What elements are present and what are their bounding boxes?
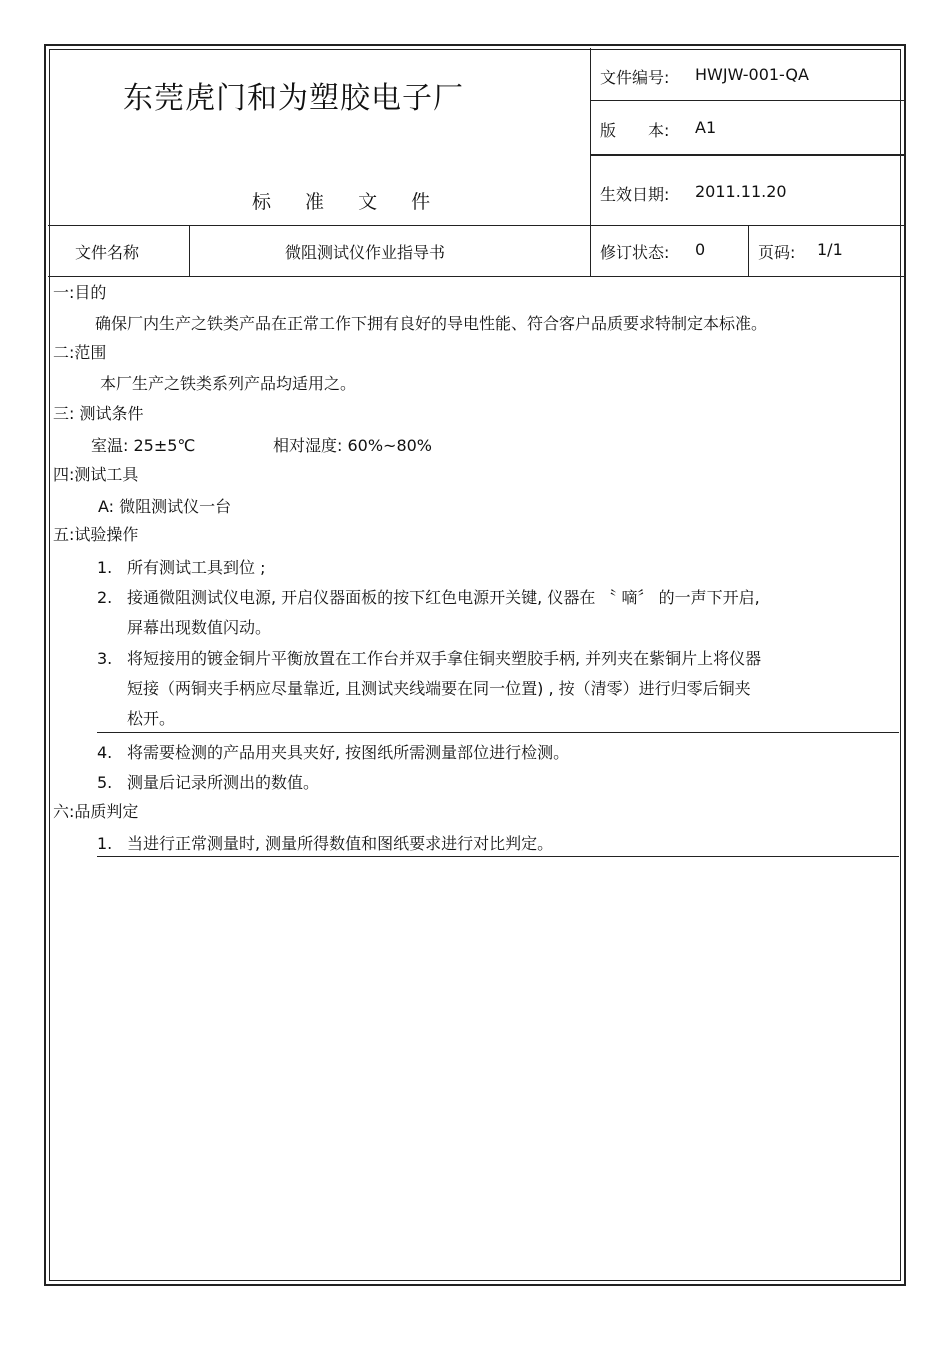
section-tools-title: 四:测试工具 — [53, 465, 139, 484]
section-quality-title: 六:品质判定 — [53, 802, 139, 821]
operation-step-line: 接通微阻测试仪电源, 开启仪器面板的按下红色电源开关键, 仪器在 〝 嘀〞 的一声下开启, — [127, 588, 760, 607]
doc-number-label: 文件编号: — [600, 68, 670, 87]
operation-step-line: 短接（两铜夹手柄应尽量靠近, 且测试夹线端要在同一位置) , 按（清零）进行归零后铜夹 — [127, 679, 751, 698]
operation-step-number: 2. — [97, 588, 113, 607]
section-purpose-body: 确保厂内生产之铁类产品在正常工作下拥有良好的导电性能、符合客户品质要求特制定本标准。 — [95, 314, 768, 333]
operation-step-number: 1. — [97, 558, 113, 577]
step-3-underline — [97, 732, 899, 733]
quality-item-number: 1. — [97, 834, 113, 853]
file-name-label: 文件名称 — [75, 243, 140, 262]
quality-item-line: 当进行正常测量时, 测量所得数值和图纸要求进行对比判定。 — [127, 834, 554, 853]
page-label: 页码: — [758, 243, 796, 262]
effective-date-label: 生效日期: — [600, 185, 670, 204]
relative-humidity: 相对湿度: 60%~80% — [273, 436, 433, 455]
header-line-4 — [48, 276, 904, 277]
operation-step-number: 5. — [97, 773, 113, 792]
page-divider-vertical — [748, 225, 749, 276]
operation-step-line: 将需要检测的产品用夹具夹好, 按图纸所需测量部位进行检测。 — [127, 743, 570, 762]
operation-step-line: 屏幕出现数值闪动。 — [127, 618, 272, 637]
revision-label: 修订状态: — [600, 243, 670, 262]
operation-step-line: 将短接用的镀金铜片平衡放置在工作台并双手拿住铜夹塑胶手柄, 并列夹在紫铜片上将仪器 — [127, 649, 762, 668]
document-type: 标 准 文 件 — [252, 191, 445, 213]
version-label: 版 本: — [600, 121, 670, 140]
section-purpose-title: 一:目的 — [53, 283, 107, 302]
section-scope-body: 本厂生产之铁类系列产品均适用之。 — [100, 374, 357, 393]
section-conditions-title: 三: 测试条件 — [53, 404, 144, 423]
section-operation-title: 五:试验操作 — [53, 525, 139, 544]
header-line-3 — [48, 225, 904, 226]
version-value: A1 — [695, 118, 717, 137]
company-name: 东莞虎门和为塑胶电子厂 — [123, 81, 464, 116]
effective-date-value: 2011.11.20 — [695, 182, 787, 201]
operation-step-number: 3. — [97, 649, 113, 668]
room-temperature: 室温: 25±5℃ — [91, 436, 196, 455]
operation-step-line: 测量后记录所测出的数值。 — [127, 773, 320, 792]
page-value: 1/1 — [817, 240, 843, 259]
section-scope-title: 二:范围 — [53, 343, 107, 362]
header-line-2 — [590, 154, 904, 156]
tools-item: A: 微阻测试仪一台 — [98, 497, 232, 516]
operation-step-line: 所有测试工具到位 ; — [127, 558, 266, 577]
file-name-value: 微阻测试仪作业指导书 — [285, 243, 446, 262]
doc-number-value: HWJW-001-QA — [695, 65, 809, 84]
quality-item-underline — [97, 856, 899, 857]
operation-step-line: 松开。 — [127, 709, 176, 728]
name-divider-vertical — [189, 225, 190, 276]
revision-value: 0 — [695, 240, 706, 259]
header-line-1 — [590, 100, 904, 101]
operation-step-number: 4. — [97, 743, 113, 762]
header-divider-vertical — [590, 48, 591, 276]
